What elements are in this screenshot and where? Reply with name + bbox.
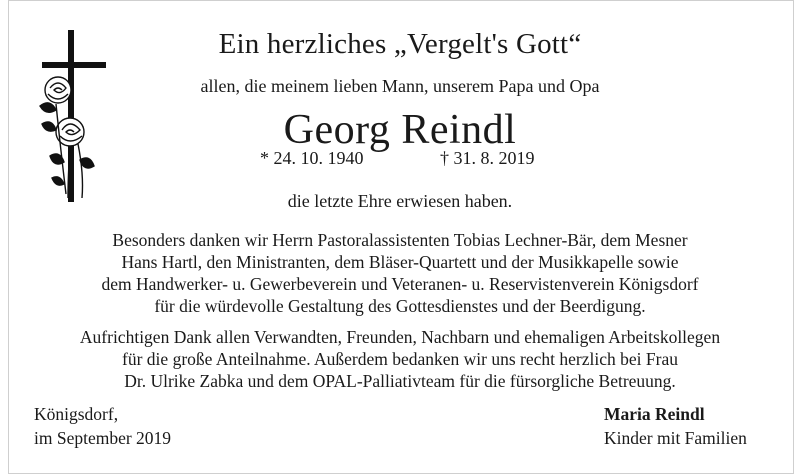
paragraph-line: dem Handwerker- u. Gewerbeverein und Veteranen- u. Reservistenverein Königsdorf <box>101 274 699 294</box>
signer-name: Maria Reindl <box>604 404 705 424</box>
death-date: † 31. 8. 2019 <box>440 148 535 168</box>
signers-block <box>604 402 747 450</box>
thanks-paragraph-1 <box>0 229 800 317</box>
honor-text: die letzte Ehre erwiesen haben. <box>287 191 513 211</box>
intro-text: allen, die meinem lieben Mann, unserem Papa und Opa <box>200 76 600 96</box>
paragraph-line: Besonders danken wir Herrn Pastoralassistenten Tobias Lechner-Bär, dem Mesner <box>112 230 688 250</box>
thanks-paragraph-2 <box>0 326 800 392</box>
date: im September 2019 <box>34 428 172 448</box>
paragraph-line: für die würdevolle Gestaltung des Gottesdienstes und der Beerdigung. <box>154 296 646 316</box>
headline: Ein herzliches „Vergelt's Gott“ <box>218 28 582 60</box>
place-date-block <box>34 402 171 450</box>
place: Königsdorf, <box>34 404 119 424</box>
paragraph-line: für die große Anteilnahme. Außerdem bedanken wir uns recht herzlich bei Frau <box>122 349 678 369</box>
paragraph-line: Dr. Ulrike Zabka und dem OPAL-Palliativteam für die fürsorgliche Betreuung. <box>124 371 676 391</box>
paragraph-line: Hans Hartl, den Ministranten, dem Bläser-Quartett und der Musikkapelle sowie <box>121 252 679 272</box>
birth-date: * 24. 10. 1940 <box>260 148 364 168</box>
paragraph-line: Aufrichtigen Dank allen Verwandten, Freunden, Nachbarn und ehemaligen Arbeitskollegen <box>79 327 721 347</box>
deceased-name: Georg Reindl <box>283 107 517 153</box>
signer-family: Kinder mit Familien <box>604 428 747 448</box>
